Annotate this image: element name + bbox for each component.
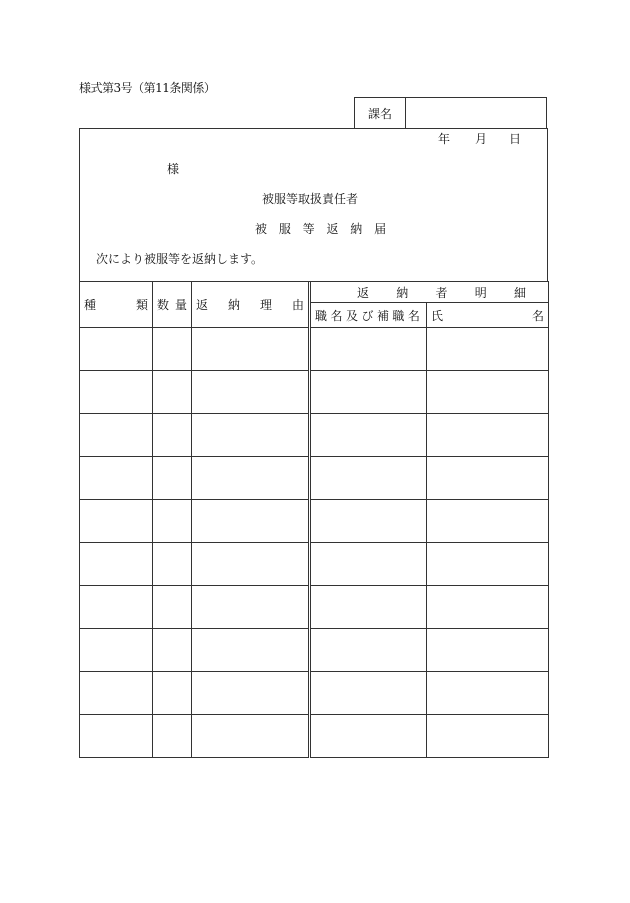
header-char: 由 bbox=[291, 298, 304, 312]
position-cell[interactable] bbox=[310, 457, 427, 500]
header-char: 理 bbox=[259, 298, 272, 312]
header-char: 量 bbox=[174, 298, 187, 312]
header-type bbox=[80, 282, 153, 328]
name-cell[interactable] bbox=[427, 328, 549, 371]
quantity-cell[interactable] bbox=[153, 414, 192, 457]
reason-cell[interactable] bbox=[192, 629, 310, 672]
table-row bbox=[80, 629, 549, 672]
header-position bbox=[310, 303, 427, 328]
header-char: 職 bbox=[315, 308, 328, 323]
name-cell[interactable] bbox=[427, 500, 549, 543]
header-char: 納 bbox=[227, 298, 240, 312]
type-cell[interactable] bbox=[80, 414, 153, 457]
quantity-cell[interactable] bbox=[153, 543, 192, 586]
name-cell[interactable] bbox=[427, 586, 549, 629]
quantity-cell[interactable] bbox=[153, 457, 192, 500]
reason-cell[interactable] bbox=[192, 586, 310, 629]
name-cell[interactable] bbox=[427, 629, 549, 672]
name-cell[interactable] bbox=[427, 715, 549, 758]
quantity-cell[interactable] bbox=[153, 371, 192, 414]
table-row bbox=[80, 543, 549, 586]
header-char: 及 bbox=[345, 308, 358, 323]
reason-cell[interactable] bbox=[192, 715, 310, 758]
addressee-label: 様 bbox=[167, 162, 180, 176]
header-char: 補 bbox=[376, 308, 389, 323]
officer-title: 被服等取扱責任者 bbox=[262, 192, 359, 206]
department-label: 課名 bbox=[355, 98, 406, 128]
reason-cell[interactable] bbox=[192, 457, 310, 500]
table-row bbox=[80, 371, 549, 414]
name-cell[interactable] bbox=[427, 414, 549, 457]
type-cell[interactable] bbox=[80, 629, 153, 672]
table-row bbox=[80, 457, 549, 500]
table-row bbox=[80, 672, 549, 715]
quantity-cell[interactable] bbox=[153, 328, 192, 371]
header-name bbox=[427, 303, 549, 328]
header-char: 明 bbox=[474, 285, 487, 300]
reason-cell[interactable] bbox=[192, 500, 310, 543]
reason-cell[interactable] bbox=[192, 543, 310, 586]
position-cell[interactable] bbox=[310, 715, 427, 758]
header-char: 名 bbox=[407, 308, 420, 323]
type-cell[interactable] bbox=[80, 457, 153, 500]
name-cell[interactable] bbox=[427, 371, 549, 414]
table-row bbox=[80, 500, 549, 543]
header-char: 納 bbox=[396, 285, 409, 300]
reason-cell[interactable] bbox=[192, 328, 310, 371]
quantity-cell[interactable] bbox=[153, 586, 192, 629]
document-title: 被 服 等 返 納 届 bbox=[255, 222, 391, 236]
header-char: 類 bbox=[135, 298, 148, 312]
date-month-label: 月 bbox=[475, 132, 488, 146]
type-cell[interactable] bbox=[80, 715, 153, 758]
position-cell[interactable] bbox=[310, 328, 427, 371]
type-cell[interactable] bbox=[80, 328, 153, 371]
name-cell[interactable] bbox=[427, 672, 549, 715]
header-quantity bbox=[153, 282, 192, 328]
header-char: 名 bbox=[532, 308, 545, 323]
intro-text: 次により被服等を返納します。 bbox=[96, 252, 264, 266]
header-returner-details bbox=[310, 282, 549, 303]
header-char: 名 bbox=[330, 308, 343, 323]
name-cell[interactable] bbox=[427, 543, 549, 586]
header-char: 種 bbox=[84, 298, 97, 312]
header-reason bbox=[192, 282, 310, 328]
position-cell[interactable] bbox=[310, 500, 427, 543]
return-table bbox=[79, 281, 549, 758]
header-char: 返 bbox=[196, 298, 209, 312]
header-char: 氏 bbox=[431, 308, 444, 323]
header-char: 職 bbox=[392, 308, 405, 323]
form-number: 様式第3号（第11条関係） bbox=[79, 81, 216, 95]
department-field[interactable] bbox=[406, 98, 546, 128]
table-row bbox=[80, 328, 549, 371]
position-cell[interactable] bbox=[310, 543, 427, 586]
date-year-label: 年 bbox=[438, 132, 451, 146]
quantity-cell[interactable] bbox=[153, 500, 192, 543]
table-row bbox=[80, 414, 549, 457]
position-cell[interactable] bbox=[310, 586, 427, 629]
position-cell[interactable] bbox=[310, 629, 427, 672]
quantity-cell[interactable] bbox=[153, 629, 192, 672]
header-char: 返 bbox=[357, 285, 370, 300]
name-cell[interactable] bbox=[427, 457, 549, 500]
department-box bbox=[354, 97, 547, 128]
position-cell[interactable] bbox=[310, 672, 427, 715]
reason-cell[interactable] bbox=[192, 414, 310, 457]
header-char: 数 bbox=[157, 298, 170, 312]
position-cell[interactable] bbox=[310, 371, 427, 414]
type-cell[interactable] bbox=[80, 371, 153, 414]
table-row bbox=[80, 715, 549, 758]
type-cell[interactable] bbox=[80, 543, 153, 586]
type-cell[interactable] bbox=[80, 586, 153, 629]
header-char: 者 bbox=[435, 285, 448, 300]
type-cell[interactable] bbox=[80, 500, 153, 543]
header-char: 細 bbox=[514, 285, 527, 300]
reason-cell[interactable] bbox=[192, 672, 310, 715]
header-char: び bbox=[361, 308, 374, 323]
reason-cell[interactable] bbox=[192, 371, 310, 414]
position-cell[interactable] bbox=[310, 414, 427, 457]
type-cell[interactable] bbox=[80, 672, 153, 715]
quantity-cell[interactable] bbox=[153, 715, 192, 758]
table-row bbox=[80, 586, 549, 629]
date-day-label: 日 bbox=[509, 132, 522, 146]
quantity-cell[interactable] bbox=[153, 672, 192, 715]
